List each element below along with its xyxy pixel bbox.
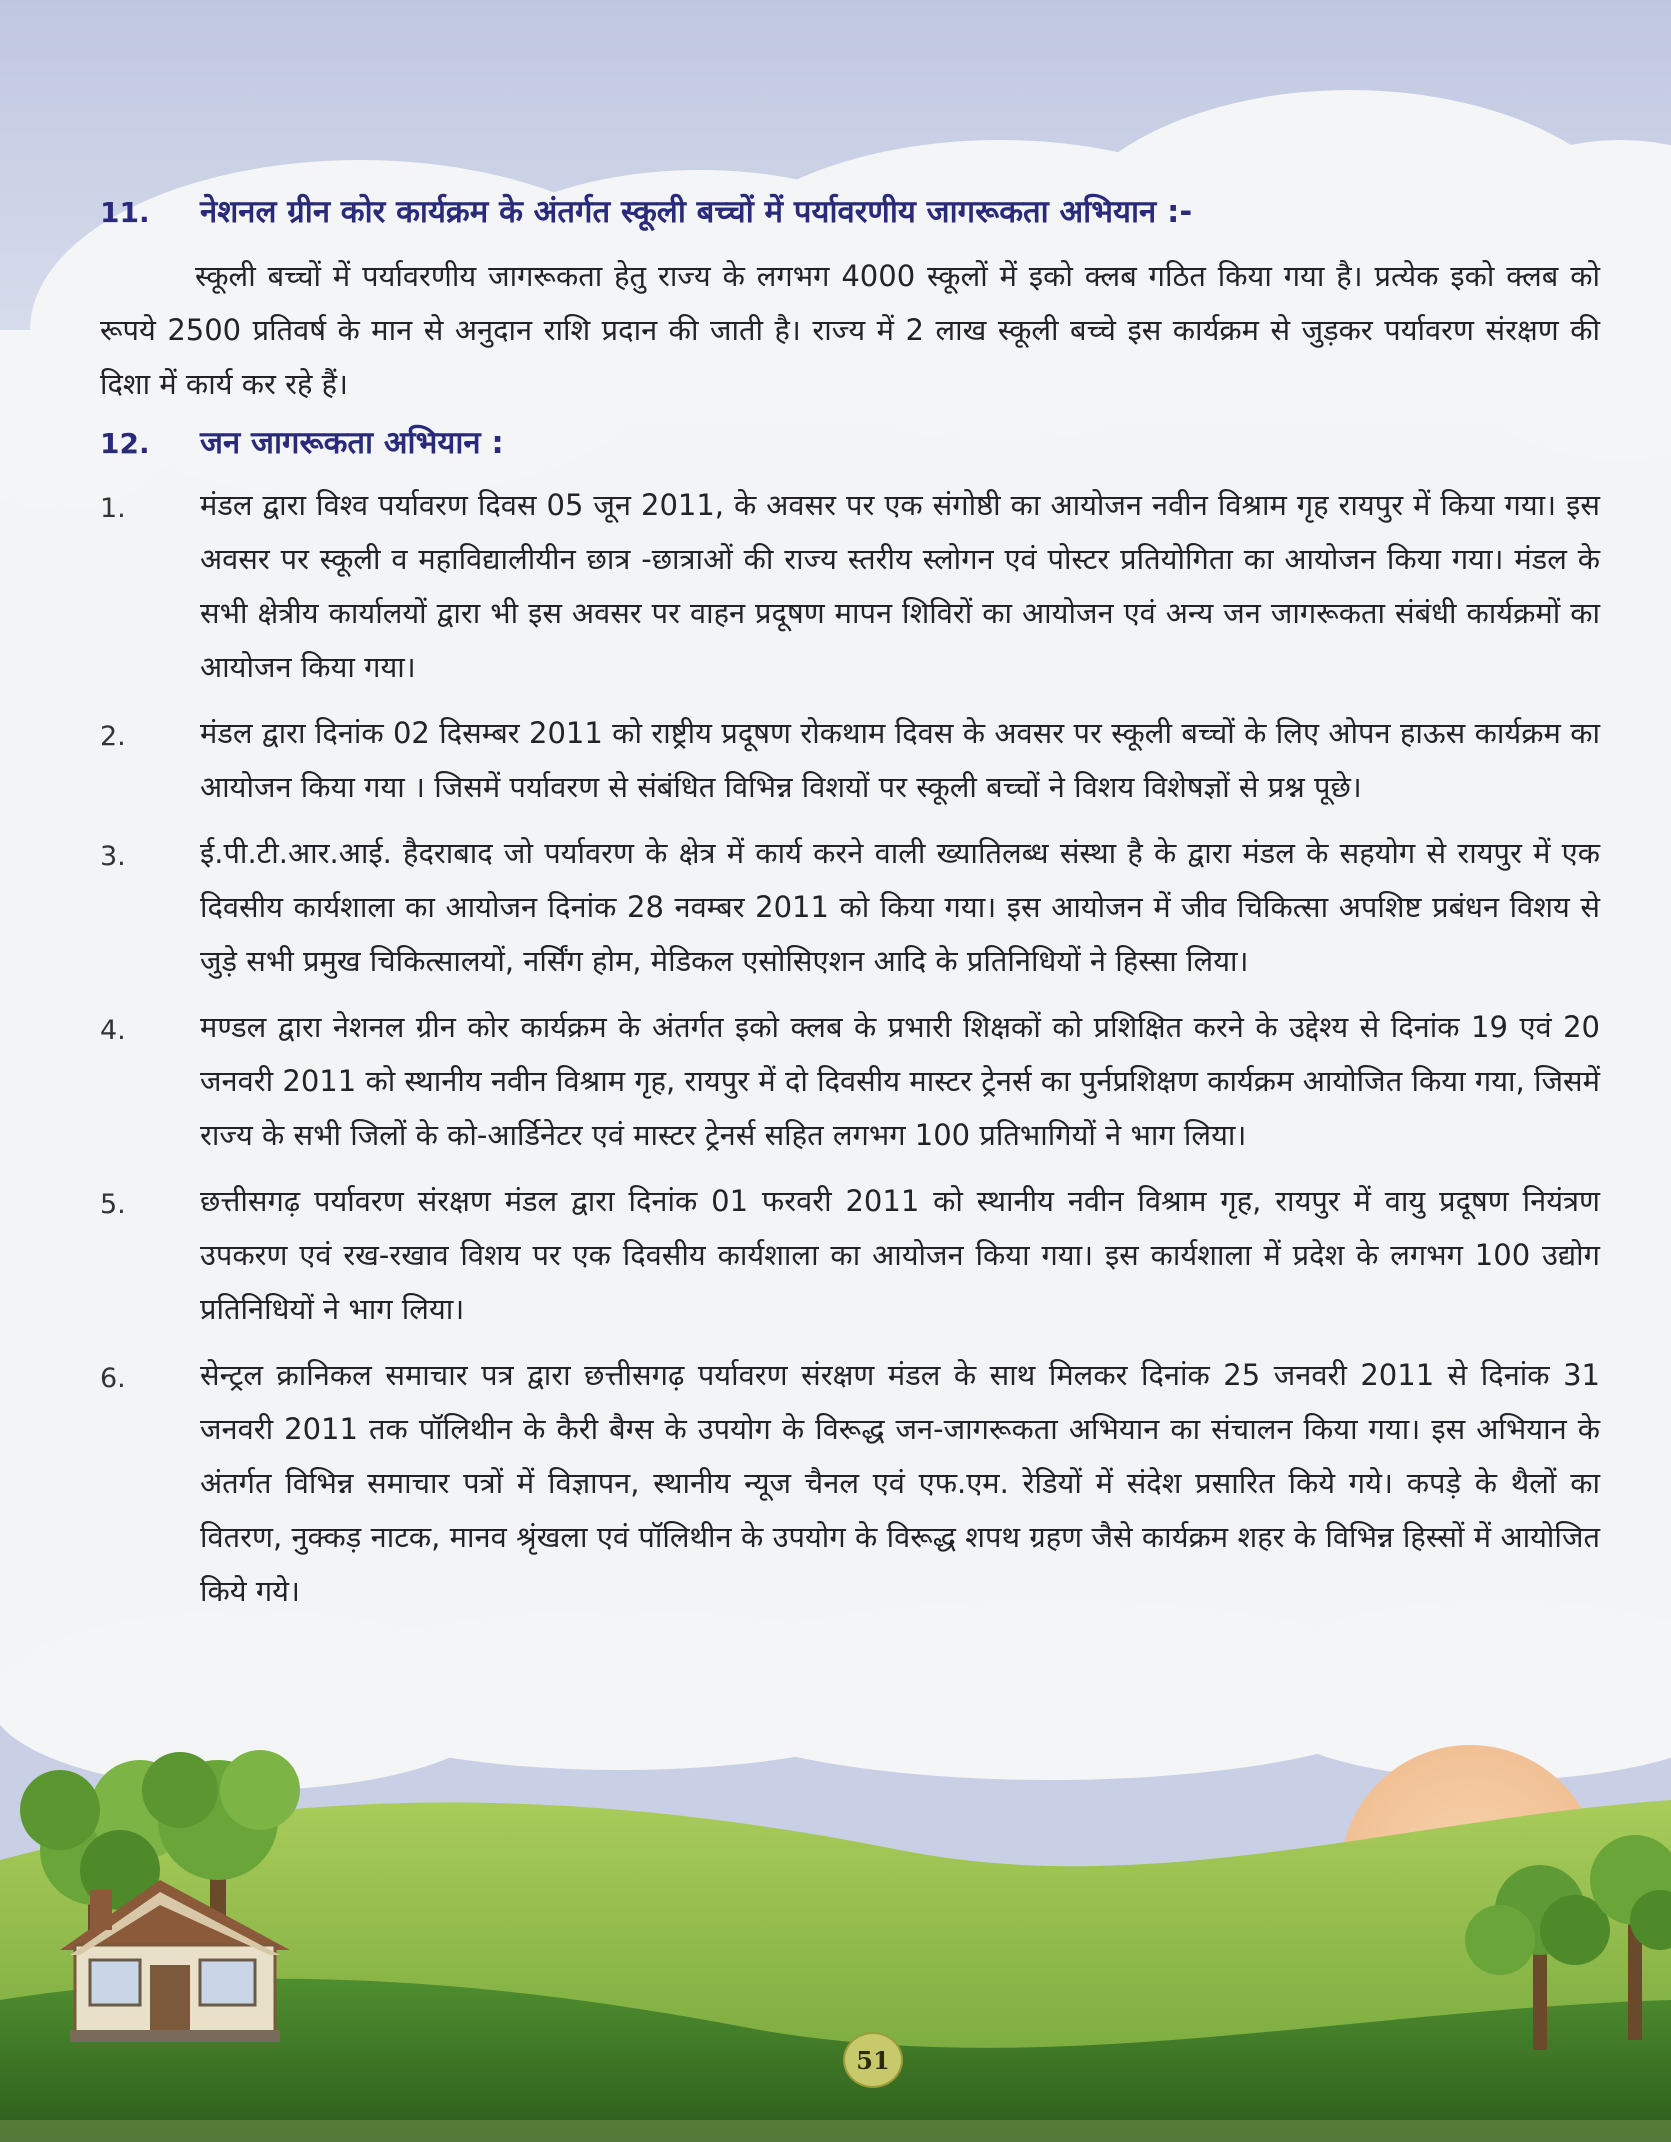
section-11-paragraph: स्कूली बच्चों में पर्यावरणीय जागरूकता हेतु राज्य के लगभग 4000 स्कूलों में इको क्लब गठित किया गया है। प्रत्येक इको क्लब को रूपये 2500 प्रतिवर्ष के मान से अनुदान राशि प्रदान की जाती है। राज्य में 2 लाख स्कूली बच्चे इस कार्यक्रम से जुड़कर पर्यावरण संरक्षण की दिशा में कार्य कर रहे हैं। — [100, 259, 1600, 401]
list-item — [100, 706, 1600, 814]
list-item-number: 6. — [100, 1363, 126, 1394]
list-item-text: सेन्ट्रल क्रानिकल समाचार पत्र द्वारा छत्तीसगढ़ पर्यावरण संरक्षण मंडल के साथ मिलकर दिनांक 25 जनवरी 2011 से दिनांक 31 जनवरी 2011 तक पॉलिथीन के कैरी बैग्स के उपयोग के विरूद्ध जन-जागरूकता अभियान का संचालन किया गया। इस अभियान के अंतर्गत विभिन्न समाचार पत्रों में विज्ञापन, स्थानीय न्यूज चैनल एवं एफ.एम. रेडियों में संदेश प्रसारित किये गये। कपड़े के थैलों का वितरण, नुक्कड़ नाटक, मानव श्रृंखला एवं पॉलिथीन के उपयोग के विरूद्ध शपथ ग्रहण जैसे कार्यक्रम शहर के विभिन्न हिस्सों में आयोजित किये गये। — [200, 1358, 1600, 1608]
list-item-number: 3. — [100, 841, 126, 872]
section-11-number: 11. — [100, 196, 150, 229]
list-item-text: छत्तीसगढ़ पर्यावरण संरक्षण मंडल द्वारा दिनांक 01 फरवरी 2011 को स्थानीय नवीन विश्राम गृह, रायपुर में वायु प्रदूषण नियंत्रण उपकरण एवं रख-रखाव विशय पर एक दिवसीय कार्यशाला का आयोजन किया गया। इस कार्यशाला में प्रदेश के लगभग 100 उद्योग प्रतिनिधियों ने भाग लिया। — [200, 1184, 1600, 1326]
section-11-title: नेशनल ग्रीन कोर कार्यक्रम के अंतर्गत स्कूली बच्चों में पर्यावरणीय जागरूकता अभियान :- — [200, 194, 1193, 230]
list-item-number: 5. — [100, 1189, 126, 1220]
page-content — [100, 190, 1600, 1630]
list-item — [100, 1348, 1600, 1618]
section-11-heading — [100, 190, 1600, 235]
list-item — [100, 1000, 1600, 1162]
list-item — [100, 826, 1600, 988]
list-item-text: मंडल द्वारा दिनांक 02 दिसम्बर 2011 को राष्ट्रीय प्रदूषण रोकथाम दिवस के अवसर पर स्कूली बच्चों के लिए ओपन हाऊस कार्यक्रम का आयोजन किया गया । जिसमें पर्यावरण से संबंधित विभिन्न विशयों पर स्कूली बच्चों ने विशय विशेषज्ञों से प्रश्न पूछे। — [200, 716, 1600, 804]
list-item-text: मण्डल द्वारा नेशनल ग्रीन कोर कार्यक्रम के अंतर्गत इको क्लब के प्रभारी शिक्षकों को प्रशिक्षित करने के उद्देश्य से दिनांक 19 एवं 20 जनवरी 2011 को स्थानीय नवीन विश्राम गृह, रायपुर में दो दिवसीय मास्टर ट्रेनर्स का पुर्नप्रशिक्षण कार्यक्रम आयोजित किया गया, जिसमें राज्य के सभी जिलों के को-आर्डिनेटर एवं मास्टर ट्रेनर्स सहित लगभग 100 प्रतिभागियों ने भाग लिया। — [200, 1010, 1600, 1152]
list-item-number: 1. — [100, 493, 126, 524]
list-item-number: 4. — [100, 1015, 126, 1046]
list-item — [100, 478, 1600, 694]
section-12-title: जन जागरूकता अभियान : — [200, 425, 504, 461]
list-item-number: 2. — [100, 721, 126, 752]
page-number: 51 — [843, 2032, 903, 2088]
section-12-number: 12. — [100, 427, 150, 460]
list-item-text: ई.पी.टी.आर.आई. हैदराबाद जो पर्यावरण के क्षेत्र में कार्य करने वाली ख्यातिलब्ध संस्था है के द्वारा मंडल के सहयोग से रायपुर में एक दिवसीय कार्यशाला का आयोजन दिनांक 28 नवम्बर 2011 को किया गया। इस आयोजन में जीव चिकित्सा अपशिष्ट प्रबंधन विशय से जुड़े सभी प्रमुख चिकित्सालयों, नर्सिंग होम, मेडिकल एसोसिएशन आदि के प्रतिनिधियों ने हिस्सा लिया। — [200, 836, 1600, 978]
list-item-text: मंडल द्वारा विश्व पर्यावरण दिवस 05 जून 2011, के अवसर पर एक संगोष्ठी का आयोजन नवीन विश्राम गृह रायपुर में किया गया। इस अवसर पर स्कूली व महाविद्यालीयीन छात्र -छात्राओं की राज्य स्तरीय स्लोगन एवं पोस्टर प्रतियोगिता का आयोजन किया गया। मंडल के सभी क्षेत्रीय कार्यालयों द्वारा भी इस अवसर पर वाहन प्रदूषण मापन शिविरों का आयोजन एवं अन्य जन जागरूकता संबंधी कार्यक्रमों का आयोजन किया गया। — [200, 488, 1600, 684]
section-12-heading — [100, 421, 1600, 466]
list-item — [100, 1174, 1600, 1336]
